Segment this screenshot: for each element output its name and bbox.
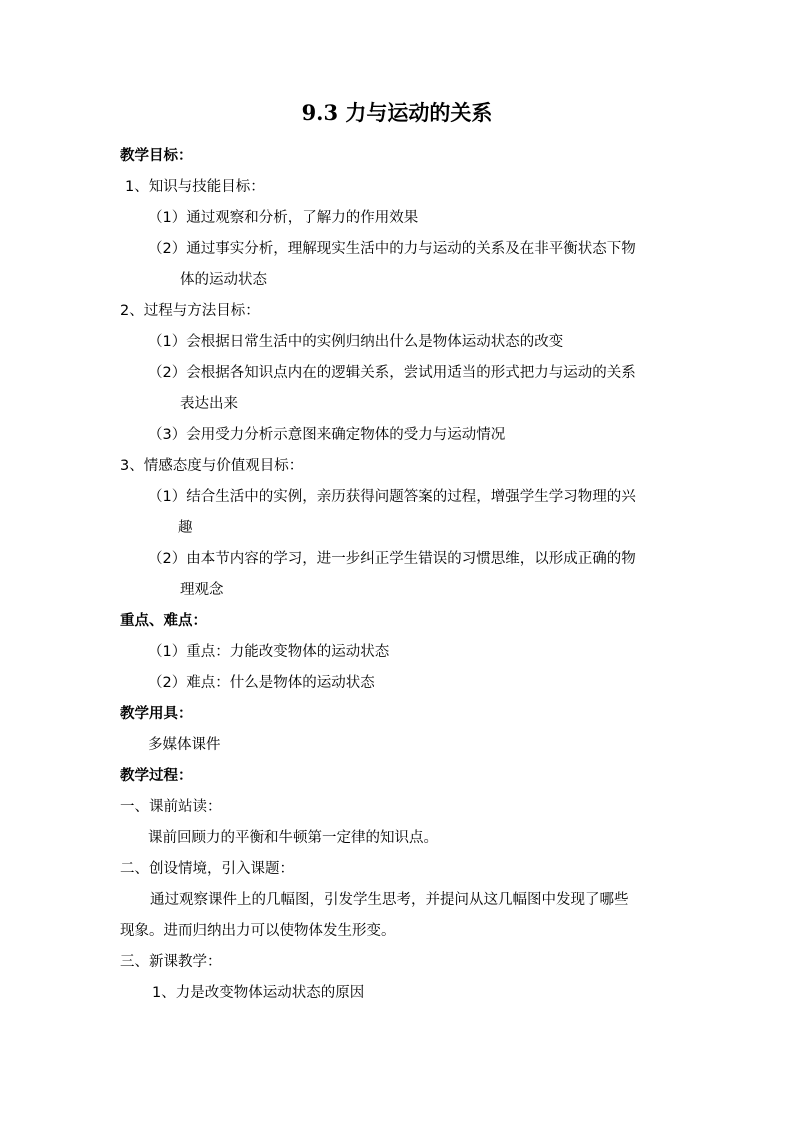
objective-item: （1）结合生活中的实例，亲历获得问题答案的过程，增强学生学习物理的兴 xyxy=(148,489,636,505)
objective-item: （1）会根据日常生活中的实例归纳出什么是物体运动状态的改变 xyxy=(148,334,564,350)
objective-item-continued: 体的运动状态 xyxy=(180,272,267,288)
process-step-text: 课前回顾力的平衡和牛顿第一定律的知识点。 xyxy=(148,830,438,846)
objective-item-continued: 理观念 xyxy=(180,582,224,598)
teaching-tool-item: 多媒体课件 xyxy=(148,737,221,753)
objective-item: （2）通过事实分析，理解现实生活中的力与运动的关系及在非平衡状态下物 xyxy=(148,241,636,257)
objective-knowledge-skills: 1、知识与技能目标： xyxy=(125,179,265,195)
difficult-point-item: （2）难点：什么是物体的运动状态 xyxy=(148,675,375,691)
objective-item: （2）由本节内容的学习，进一步纠正学生错误的习惯思维，以形成正确的物 xyxy=(148,551,636,567)
objective-process-methods: 2、过程与方法目标： xyxy=(120,303,260,319)
heading-teaching-objectives: 教学目标： xyxy=(120,148,193,164)
process-step-heading: 二、创设情境，引入课题： xyxy=(120,861,294,877)
process-step-heading: 三、新课教学： xyxy=(120,954,222,970)
objective-item: （1）通过观察和分析，了解力的作用效果 xyxy=(148,210,419,226)
heading-key-difficult-points: 重点、难点： xyxy=(120,613,207,629)
process-subheading: 1、力是改变物体运动状态的原因 xyxy=(152,985,365,1001)
process-step-heading: 一、课前站读： xyxy=(120,799,222,815)
process-step-text-continued: 现象。进而归纳出力可以使物体发生形变。 xyxy=(120,923,396,939)
key-point-item: （1）重点：力能改变物体的运动状态 xyxy=(148,644,390,660)
objective-item: （2）会根据各知识点内在的逻辑关系，尝试用适当的形式把力与运动的关系 xyxy=(148,365,636,381)
objective-item-continued: 趣 xyxy=(178,520,193,536)
objective-item: （3）会用受力分析示意图来确定物体的受力与运动情况 xyxy=(148,427,506,443)
heading-teaching-process: 教学过程： xyxy=(120,768,193,784)
process-step-text: 通过观察课件上的几幅图，引发学生思考，并提问从这几幅图中发现了哪些 xyxy=(150,892,629,908)
heading-teaching-tools: 教学用具： xyxy=(120,706,193,722)
objective-attitude-values: 3、情感态度与价值观目标： xyxy=(120,458,304,474)
document-title: 9.3 力与运动的关系 xyxy=(301,100,493,125)
objective-item-continued: 表达出来 xyxy=(180,396,238,412)
